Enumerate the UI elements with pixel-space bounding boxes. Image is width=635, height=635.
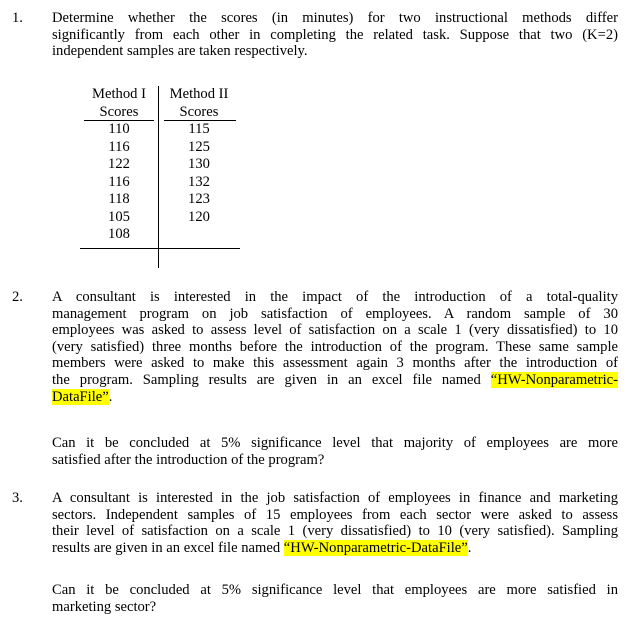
- text-line: marketing sector?: [52, 598, 157, 615]
- table-divider-vertical: [158, 86, 159, 268]
- text-line: [52, 540, 618, 557]
- table-cell: 105: [108, 208, 130, 225]
- text-line: employees was asked to assess level of satisfaction on a scale 1 (very dissatisfied) to 10: [52, 322, 618, 339]
- text-segment: .: [108, 388, 113, 405]
- question-text: [52, 289, 618, 405]
- question-prompt: [52, 435, 618, 468]
- highlighted-filename: DataFile”: [52, 388, 109, 405]
- text-line: [52, 372, 618, 389]
- table-cell: 115: [188, 121, 210, 137]
- header-underline: [164, 120, 236, 121]
- table-cell: 120: [188, 208, 210, 225]
- text-line: independent samples are taken respectively.: [52, 43, 308, 60]
- table-cell: 116: [108, 138, 130, 155]
- text-line: A consultant is interested in the job satisfaction of employees in finance and marketing: [52, 490, 618, 506]
- table-cell: 110: [108, 121, 130, 137]
- table-cell: 130: [188, 156, 210, 172]
- text-line: management program on job satisfaction of employees. A random sample of 30: [52, 305, 618, 322]
- question-number: 1.: [12, 10, 23, 26]
- column-subheader: Scores: [99, 103, 139, 120]
- text-segment: the program. Sampling results are given in an excel file named: [52, 371, 491, 388]
- text-line: sectors. Independent samples of 15 employees from each sector were asked to assess: [52, 506, 618, 523]
- text-line: [52, 389, 618, 406]
- question-text: [52, 10, 618, 60]
- header-underline: [84, 120, 154, 121]
- table-divider-horizontal: [80, 248, 240, 249]
- table-cell: 123: [188, 191, 210, 207]
- text-line: A consultant is interested in the impact of the introduction of a total-quality: [52, 289, 618, 305]
- question-prompt: [52, 582, 618, 615]
- text-line: Determine whether the scores (in minutes) for two instructional methods differ: [52, 10, 618, 26]
- column-subheader: Scores: [179, 103, 219, 120]
- table-cell: 116: [108, 173, 130, 190]
- column-header: Method I: [92, 86, 146, 102]
- text-line: (very satisfied) three months before the introduction of the program. These same sample: [52, 338, 618, 355]
- highlighted-filename: “HW-Nonparametric-DataFile”: [283, 539, 468, 556]
- text-segment: results are given in an excel file named: [52, 539, 284, 556]
- text-line: Can it be concluded at 5% significance level that employees are more satisfied in: [52, 582, 618, 598]
- text-line: their level of satisfaction on a scale 1 (very dissatisfied) to 10 (very satisfied). Sampling: [52, 523, 618, 540]
- table-cell: 132: [188, 173, 210, 190]
- text-line: Can it be concluded at 5% significance level that majority of employees are more: [52, 435, 618, 451]
- table-cell: 118: [108, 191, 130, 207]
- column-header: Method II: [169, 86, 229, 102]
- question-text: [52, 490, 618, 556]
- table-cell: 108: [108, 226, 130, 242]
- method-2-column: [160, 86, 238, 226]
- text-line: significantly from each other in completing the related task. Suppose that two (K=2): [52, 26, 618, 43]
- text-line: satisfied after the introduction of the program?: [52, 451, 325, 468]
- table-cell: 122: [108, 156, 130, 172]
- table-cell: 125: [188, 138, 210, 155]
- text-segment: .: [467, 539, 472, 556]
- highlighted-filename: “HW-Nonparametric-: [490, 371, 618, 388]
- method-1-column: [80, 86, 158, 244]
- text-line: members were asked to make this assessment again 3 months after the introduction of: [52, 355, 618, 372]
- question-number: 3.: [12, 490, 23, 506]
- question-number: 2.: [12, 289, 23, 305]
